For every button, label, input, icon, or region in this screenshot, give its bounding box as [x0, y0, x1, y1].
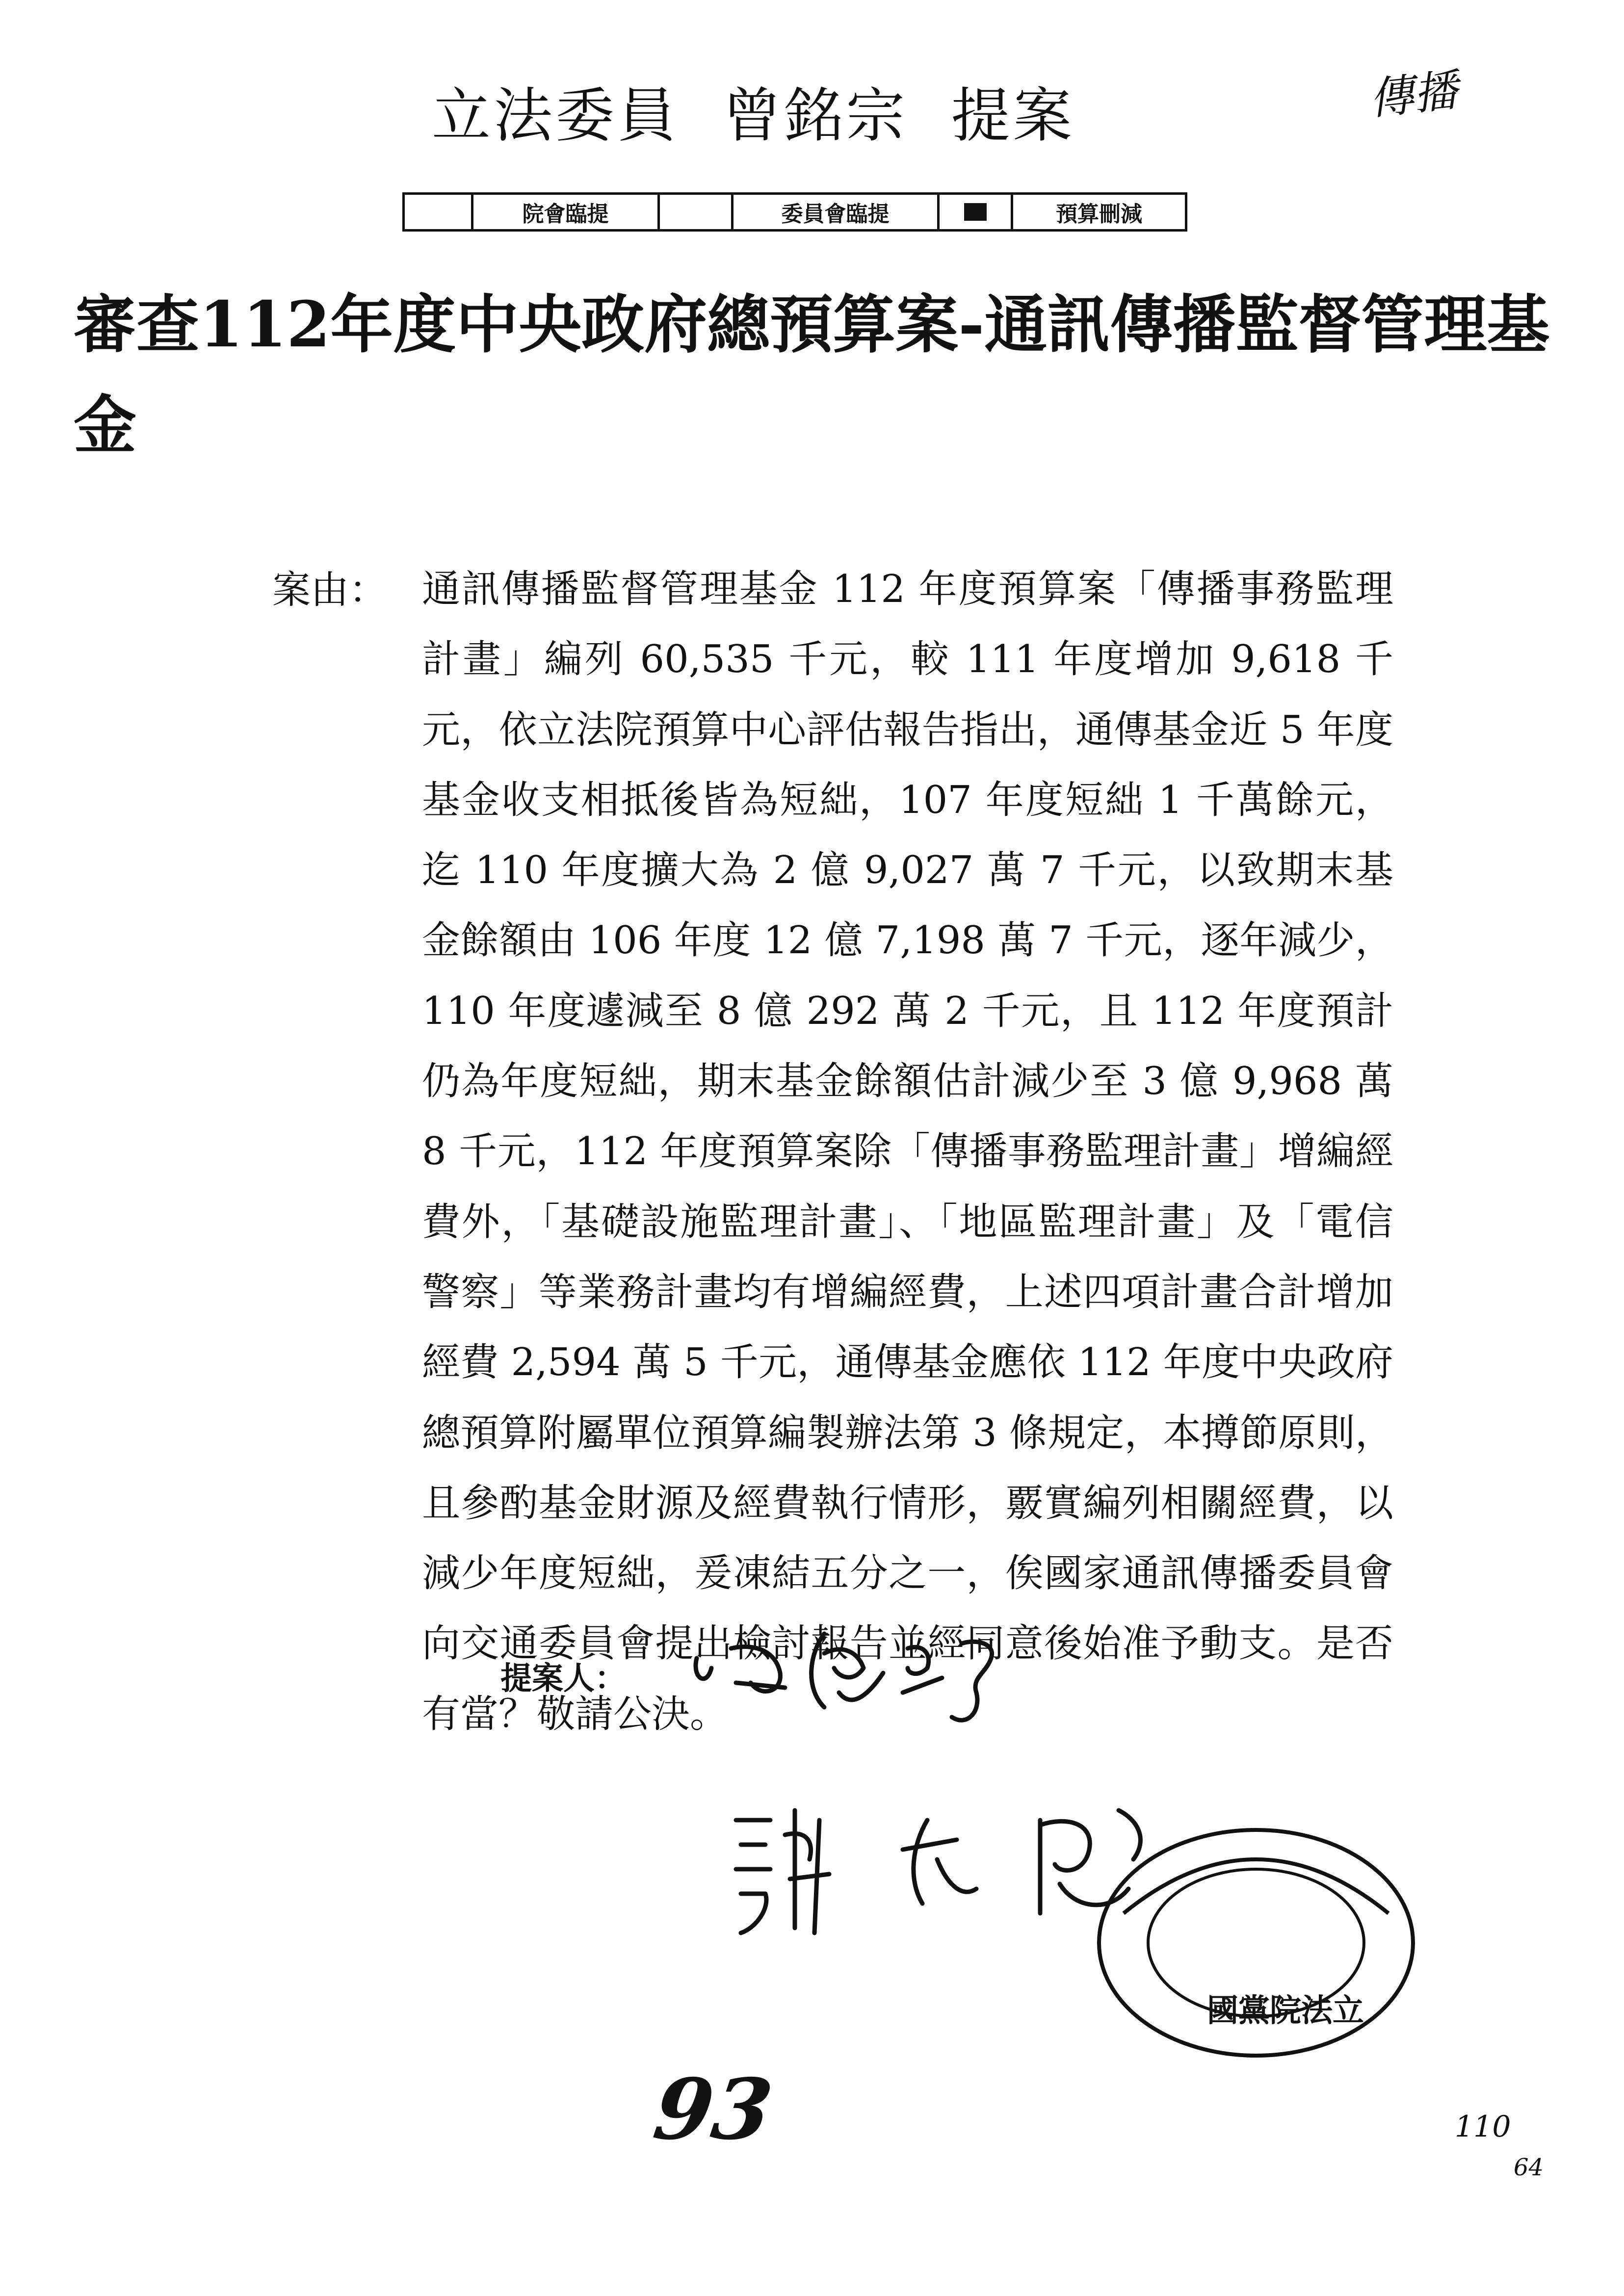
proposal-type-table — [402, 192, 1187, 232]
reason-body: 通訊傳播監督管理基金 112 年度預算案「傳播事務監理計畫」編列 60,535 千元，較 111 年度增加 9,618 千元，依立法院預算中心評估報告指出，通傳基金近 5 年度基金收支相抵後皆為短絀，107 年度短絀 1 千萬餘元，迄 110 年度擴大為 2 億 9,027 萬 7 千元，以致期末基金餘額由 106 年度 12 億 7,198 萬 7 千元，逐年減少，110 年度遽減至 8 億 292 萬 2 千元，且 112 年度預計仍為年度短絀，期末基金餘額估計減少至 3 億 9,968 萬 8 千元，112 年度預算案除「傳播事務監理計畫」增編經費外，「基礎設施監理計畫」、「地區監理計畫」及「電信警察」等業務計畫均有增編經費，上述四項計畫合計增加經費 2,594 萬 5 千元，通傳基金應依 112 年度中央政府總預算附屬單位預算編製辦法第 3 條規定，本撙節原則，且參酌基金財源及經費執行情形，覈實編列相關經費，以減少年度短絀，爰凍結五分之一，俟國家通訊傳播委員會向交通委員會提出檢討報告並經同意後始准予動支。是否有當？敬請公決。 — [422, 567, 1393, 1736]
checkbox-cell-2 — [660, 195, 733, 229]
option-label-2: 委員會臨提 — [733, 195, 940, 229]
option-label-3: 預算刪減 — [1056, 202, 1142, 227]
proposer-label: 提案人： — [500, 1660, 626, 1697]
signature-1 — [677, 1614, 1021, 1742]
checkbox-cell-3 — [940, 195, 1013, 229]
margin-note-bottom: 64 — [1514, 2154, 1544, 2181]
page-number: 93 — [648, 2061, 778, 2159]
filled-checkbox-icon — [964, 203, 987, 221]
margin-note-top: 110 — [1455, 2110, 1511, 2144]
option-label-1: 院會臨提 — [473, 195, 660, 229]
checkbox-cell-1 — [405, 195, 473, 229]
party-stamp — [1079, 1815, 1433, 2070]
stamp-text: 國黨院法立 — [1207, 1992, 1364, 2029]
document-title: 審查112年度中央政府總預算案-通訊傳播監督管理基金 — [74, 288, 1550, 462]
handwritten-note: 傳播 — [1366, 64, 1460, 126]
reason-label: 案由： — [272, 568, 388, 612]
page-title: 立法委員 曾銘宗 提案 — [432, 82, 1075, 150]
